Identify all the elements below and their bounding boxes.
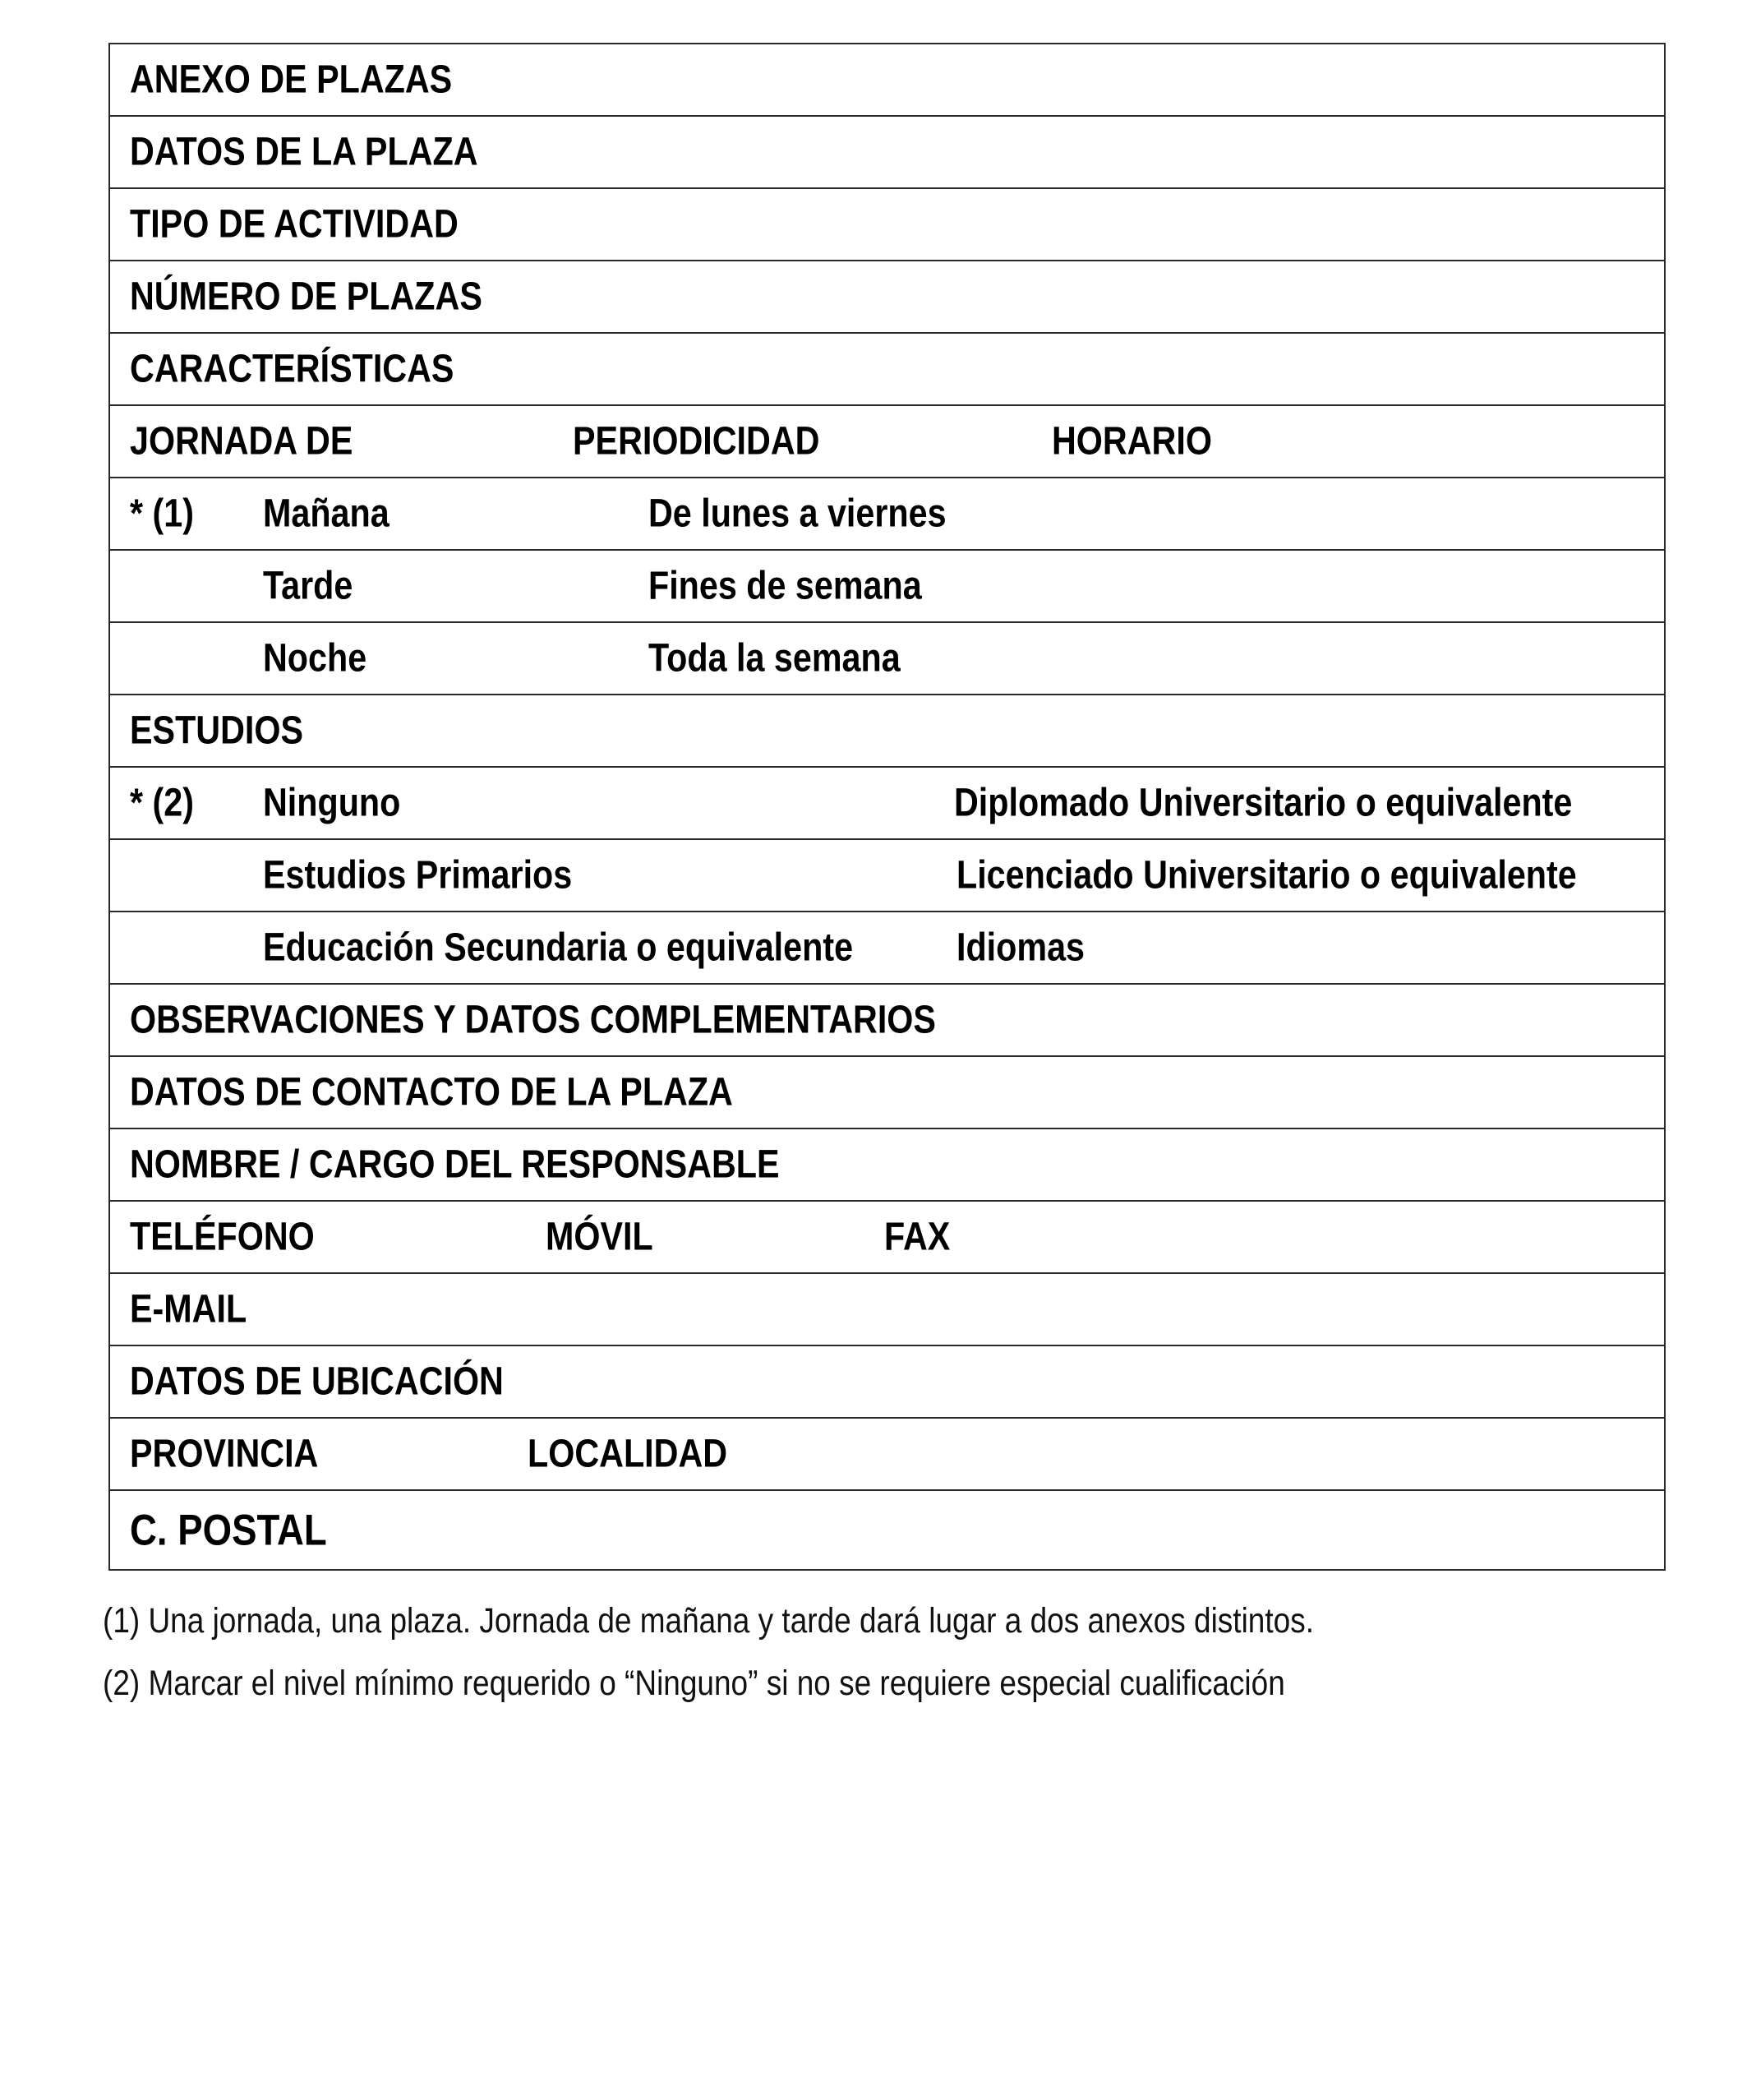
fax-label: FAX	[884, 1215, 951, 1259]
localidad-label: LOCALIDAD	[528, 1432, 728, 1476]
row-jornada-noche[interactable]	[110, 623, 1664, 695]
row-observaciones[interactable]	[110, 985, 1664, 1057]
annex-title: ANEXO DE PLAZAS	[130, 58, 453, 102]
option-lunes-viernes[interactable]: De lunes a viernes	[648, 492, 947, 536]
estudios-label: ESTUDIOS	[130, 708, 304, 753]
plazas-annex-form	[108, 43, 1666, 1571]
option-toda-semana[interactable]: Toda la semana	[648, 636, 901, 681]
responsable-label: NOMBRE / CARGO DEL RESPONSABLE	[130, 1142, 780, 1187]
footnote-2: (2) Marcar el nivel mínimo requerido o “Ninguno” si no se requiere especial cualificación	[103, 1664, 1285, 1703]
tipo-actividad-label: TIPO DE ACTIVIDAD	[130, 202, 459, 247]
option-estudios-primarios[interactable]: Estudios Primarios	[263, 853, 573, 898]
row-datos-plaza	[110, 117, 1664, 189]
row-jornada-manana[interactable]	[110, 478, 1664, 551]
email-label: E-MAIL	[130, 1287, 247, 1332]
telefono-label: TELÉFONO	[130, 1215, 315, 1259]
row-datos-ubicacion	[110, 1346, 1664, 1419]
row-estudios-3[interactable]	[110, 912, 1664, 985]
row-numero-plazas[interactable]	[110, 261, 1664, 334]
row-schedule-header	[110, 406, 1664, 478]
estudios-marker: * (2)	[130, 781, 194, 825]
row-datos-contacto	[110, 1057, 1664, 1129]
row-responsable[interactable]	[110, 1129, 1664, 1202]
jornada-header: JORNADA DE	[130, 419, 353, 464]
footnote-1: (1) Una jornada, una plaza. Jornada de mañana y tarde dará lugar a dos anexos distintos.	[103, 1601, 1314, 1641]
row-telefonos[interactable]	[110, 1202, 1664, 1274]
option-fines-semana[interactable]: Fines de semana	[648, 564, 922, 608]
caracteristicas-label: CARACTERÍSTICAS	[130, 347, 454, 391]
option-manana[interactable]: Mañana	[263, 492, 390, 536]
row-estudios-1[interactable]	[110, 768, 1664, 840]
numero-plazas-label: NÚMERO DE PLAZAS	[130, 275, 482, 319]
row-cpostal[interactable]	[110, 1491, 1664, 1569]
jornada-marker: * (1)	[130, 492, 194, 536]
row-caracteristicas	[110, 334, 1664, 406]
cpostal-label: C. POSTAL	[130, 1506, 327, 1554]
observaciones-label: OBSERVACIONES Y DATOS COMPLEMENTARIOS	[130, 998, 936, 1042]
row-provincia-localidad[interactable]	[110, 1419, 1664, 1491]
option-licenciado[interactable]: Licenciado Universitario o equivalente	[956, 853, 1577, 898]
option-tarde[interactable]: Tarde	[263, 564, 353, 608]
periodicidad-header: PERIODICIDAD	[573, 419, 820, 464]
option-educacion-secundaria[interactable]: Educación Secundaria o equivalente	[263, 925, 854, 970]
horario-header[interactable]: HORARIO	[1052, 419, 1212, 464]
datos-plaza-label: DATOS DE LA PLAZA	[130, 130, 478, 174]
provincia-label: PROVINCIA	[130, 1432, 319, 1476]
row-annex-title	[110, 44, 1664, 117]
option-noche[interactable]: Noche	[263, 636, 367, 681]
row-tipo-actividad[interactable]	[110, 189, 1664, 261]
option-ninguno[interactable]: Ninguno	[263, 781, 401, 825]
row-estudios-2[interactable]	[110, 840, 1664, 912]
datos-contacto-label: DATOS DE CONTACTO DE LA PLAZA	[130, 1070, 733, 1115]
row-estudios	[110, 695, 1664, 768]
row-jornada-tarde[interactable]	[110, 551, 1664, 623]
option-idiomas[interactable]: Idiomas	[956, 925, 1085, 970]
option-diplomado[interactable]: Diplomado Universitario o equivalente	[954, 781, 1573, 825]
datos-ubicacion-label: DATOS DE UBICACIÓN	[130, 1359, 504, 1404]
movil-label: MÓVIL	[546, 1215, 653, 1259]
row-email[interactable]	[110, 1274, 1664, 1346]
